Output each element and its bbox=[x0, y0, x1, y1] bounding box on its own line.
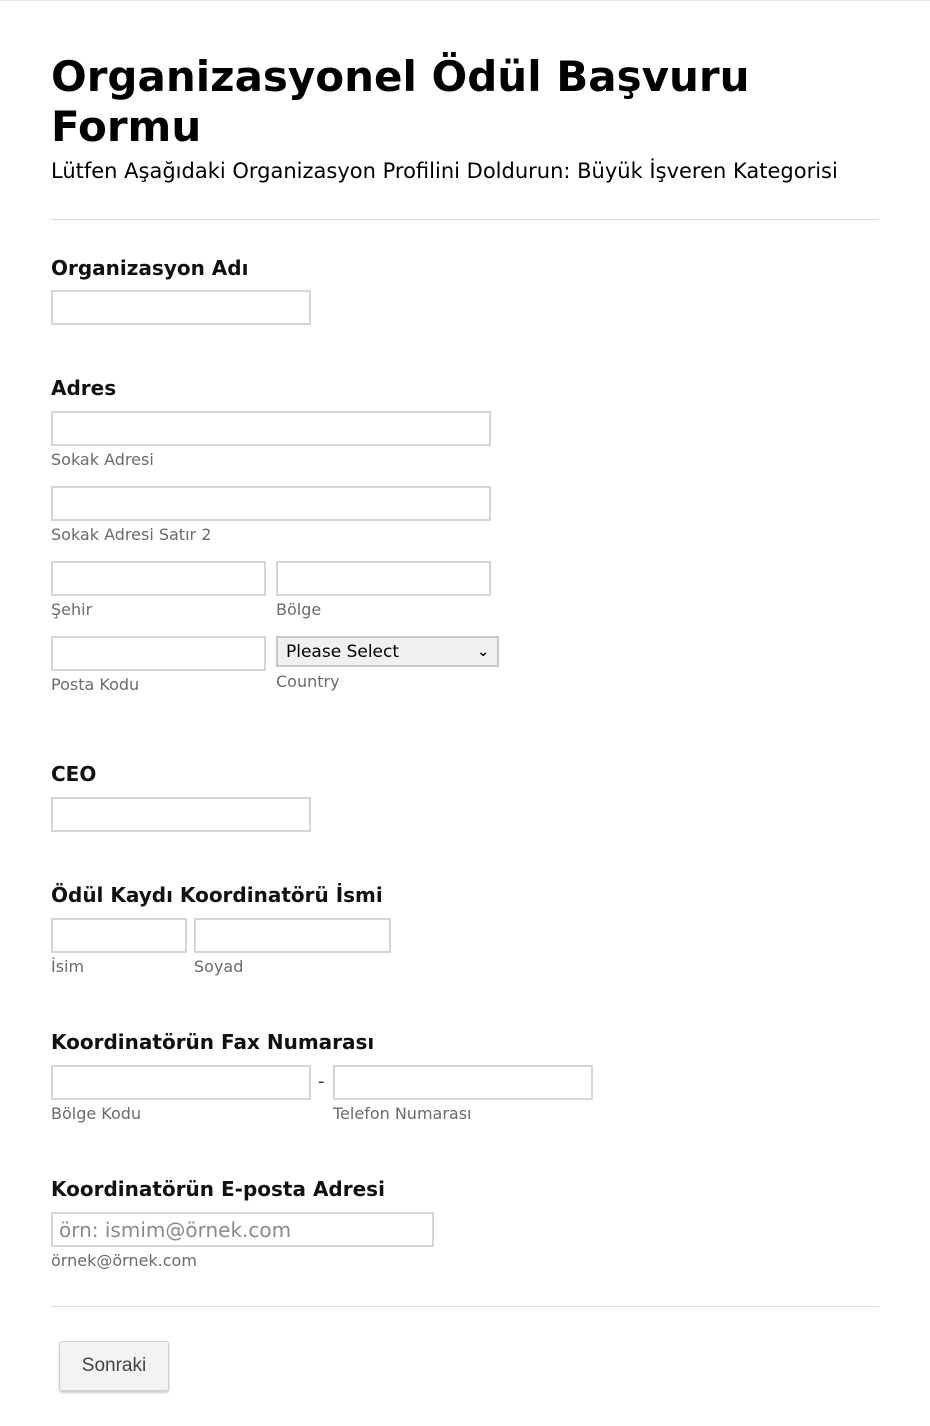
chevron-down-icon: ⌄ bbox=[477, 643, 489, 660]
org-name-label: Organizasyon Adı bbox=[51, 256, 249, 280]
last-name-sublabel: Soyad bbox=[194, 957, 244, 976]
postal-code-input[interactable] bbox=[51, 636, 266, 671]
page-subtitle: Lütfen Aşağıdaki Organizasyon Profilini Doldurun: Büyük İşveren Kategorisi bbox=[51, 159, 838, 183]
region-input[interactable] bbox=[276, 561, 491, 596]
country-sublabel: Country bbox=[276, 672, 340, 691]
top-border bbox=[0, 0, 930, 1]
fax-area-code-input[interactable] bbox=[51, 1065, 311, 1100]
region-sublabel: Bölge bbox=[276, 600, 322, 619]
street-address-input[interactable] bbox=[51, 411, 491, 446]
country-select[interactable] bbox=[276, 636, 499, 667]
address-label: Adres bbox=[51, 376, 117, 400]
last-name-input[interactable] bbox=[194, 918, 391, 953]
fax-area-code-sublabel: Bölge Kodu bbox=[51, 1104, 142, 1123]
first-name-input[interactable] bbox=[51, 918, 187, 953]
header-divider bbox=[51, 219, 879, 220]
ceo-input[interactable] bbox=[51, 797, 311, 832]
fax-phone-number-input[interactable] bbox=[333, 1065, 593, 1100]
fax-label: Koordinatörün Fax Numarası bbox=[51, 1030, 375, 1054]
email-sublabel: örnek@örnek.com bbox=[51, 1251, 197, 1270]
email-label: Koordinatörün E-posta Adresi bbox=[51, 1177, 385, 1201]
footer-divider bbox=[51, 1306, 879, 1307]
street-address-sublabel: Sokak Adresi bbox=[51, 450, 154, 469]
page-title: Organizasyonel Ödül Başvuru Formu bbox=[51, 52, 750, 151]
ceo-label: CEO bbox=[51, 762, 97, 786]
country-select-value: Please Select bbox=[286, 641, 400, 662]
street-address-line2-input[interactable] bbox=[51, 486, 491, 521]
fax-phone-number-sublabel: Telefon Numarası bbox=[333, 1104, 472, 1123]
fax-separator: - bbox=[318, 1071, 325, 1092]
first-name-sublabel: İsim bbox=[51, 957, 85, 976]
city-input[interactable] bbox=[51, 561, 266, 596]
next-button[interactable]: Sonraki bbox=[59, 1341, 169, 1391]
org-name-input[interactable] bbox=[51, 290, 311, 325]
street-address-line2-sublabel: Sokak Adresi Satır 2 bbox=[51, 525, 212, 544]
postal-code-sublabel: Posta Kodu bbox=[51, 675, 140, 694]
city-sublabel: Şehir bbox=[51, 600, 93, 619]
email-input[interactable] bbox=[51, 1212, 434, 1247]
coordinator-name-label: Ödül Kaydı Koordinatörü İsmi bbox=[51, 883, 383, 907]
